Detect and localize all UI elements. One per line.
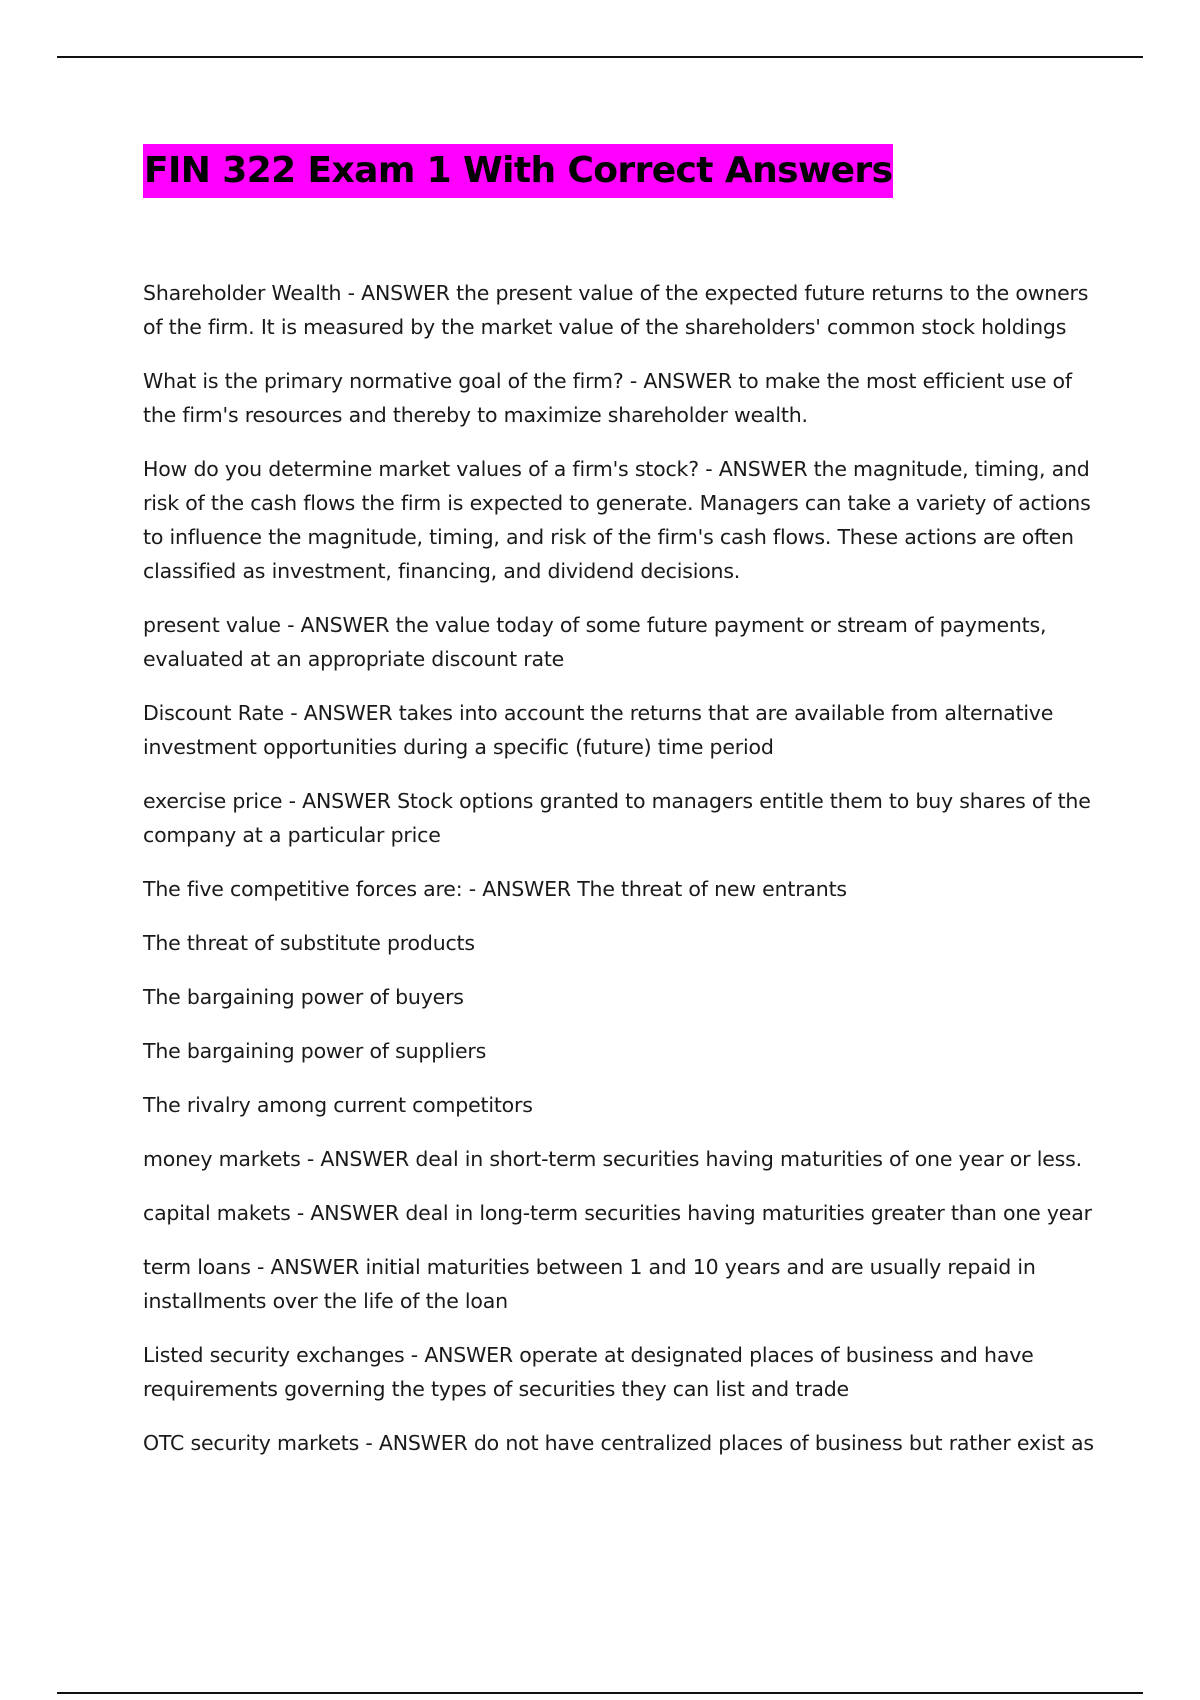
qa-entry: capital makets - ANSWER deal in long-term securities having maturities greater than one year <box>143 1201 1092 1225</box>
bottom-rule <box>57 1692 1143 1694</box>
qa-entry: exercise price - ANSWER Stock options granted to managers entitle them to buy shares of the company at a particular price <box>143 789 1091 847</box>
qa-entry: Shareholder Wealth - ANSWER the present value of the expected future returns to the owners of the firm. It is measured by the market value of the shareholders' common stock holdings <box>143 281 1089 339</box>
qa-entry: The five competitive forces are: - ANSWER The threat of new entrants <box>143 877 847 901</box>
top-rule <box>57 56 1143 58</box>
qa-entry: term loans - ANSWER initial maturities between 1 and 10 years and are usually repaid in installments over the life of the loan <box>143 1255 1036 1313</box>
title-block <box>143 144 893 198</box>
list-item: The rivalry among current competitors <box>143 1093 533 1117</box>
document-body <box>143 276 1108 1480</box>
qa-entry: Discount Rate - ANSWER takes into account the returns that are available from alternative investment opportunities during a specific (future) time period <box>143 701 1054 759</box>
qa-entry: What is the primary normative goal of the firm? - ANSWER to make the most efficient use of the firm's resources and thereby to maximize shareholder wealth. <box>143 369 1072 427</box>
qa-entry: money markets - ANSWER deal in short-term securities having maturities of one year or less. <box>143 1147 1082 1171</box>
qa-entry: How do you determine market values of a firm's stock? - ANSWER the magnitude, timing, and risk of the cash flows the firm is expected to generate. Managers can take a variety of actions to influence the magnitude, timing, and risk of the firm's cash flows. These actions are often classified as investment, financing, and dividend decisions. <box>143 457 1091 583</box>
document-title: FIN 322 Exam 1 With Correct Answers <box>143 144 893 198</box>
qa-entry: present value - ANSWER the value today of some future payment or stream of payments, evaluated at an appropriate discount rate <box>143 613 1047 671</box>
list-item: The threat of substitute products <box>143 931 475 955</box>
qa-entry: Listed security exchanges - ANSWER operate at designated places of business and have requirements governing the types of securities they can list and trade <box>143 1343 1034 1401</box>
list-item: The bargaining power of suppliers <box>143 1039 487 1063</box>
qa-entry: OTC security markets - ANSWER do not have centralized places of business but rather exist as <box>143 1431 1094 1455</box>
list-item: The bargaining power of buyers <box>143 985 464 1009</box>
